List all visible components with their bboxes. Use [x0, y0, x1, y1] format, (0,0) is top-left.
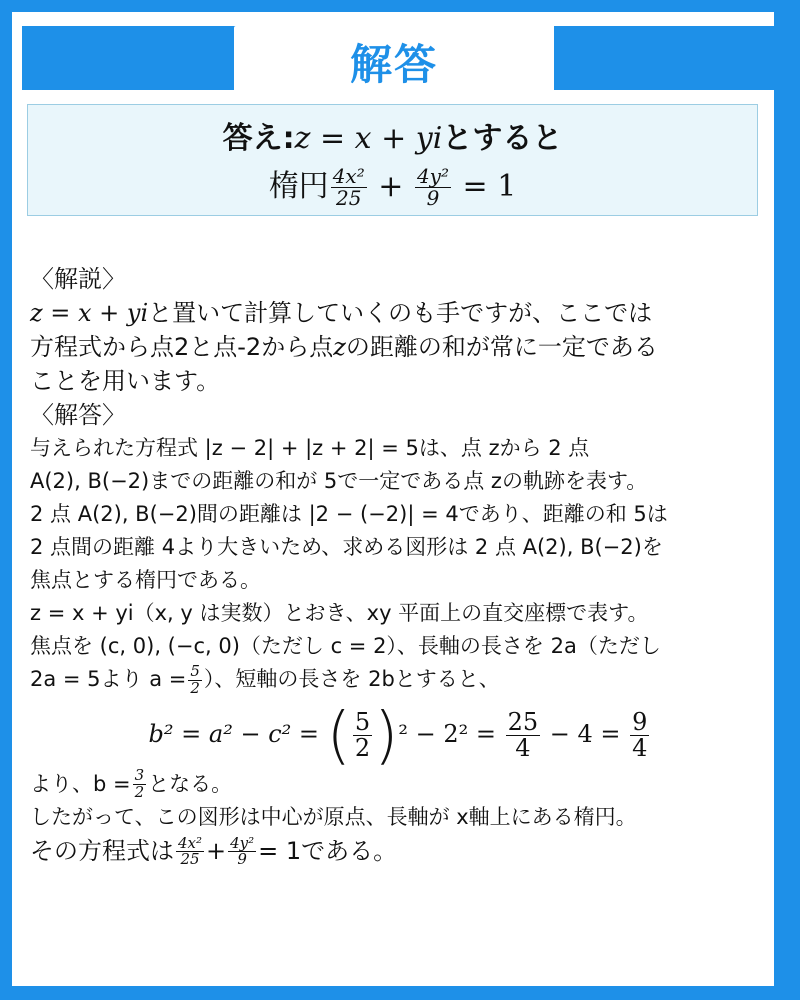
solution-line-1: 与えられた方程式 |z − 2| + |z + 2| = 5は、点 zから 2 点	[30, 436, 590, 460]
equation-middle: ² − 2² =	[398, 720, 496, 749]
answer-equation: z = x + yi	[294, 121, 443, 156]
right-paren: )	[374, 698, 399, 772]
fraction-numerator: 4x²	[178, 833, 203, 852]
fraction-denominator: 4	[632, 734, 648, 763]
explanation-body	[30, 262, 770, 868]
solution-heading: 〈解答〉	[30, 401, 126, 429]
fraction-denominator: 2	[134, 783, 145, 802]
text-span: 2a = 5より a =	[30, 667, 187, 691]
solution-line-7: 焦点を (c, 0), (−c, 0)（ただし c = 2）、長軸の長さを 2a（ただし	[30, 634, 661, 658]
fraction-denominator: 2	[354, 734, 371, 763]
answer-suffix: とすると	[442, 121, 563, 156]
text-span: となる。	[148, 771, 233, 796]
text-span: と置いて計算していくのも手ですが、ここでは	[148, 299, 653, 327]
inline-math: z	[333, 333, 346, 361]
fraction-9-4	[630, 710, 649, 761]
answer-fraction-2	[415, 166, 451, 209]
answer-label: 答え:	[222, 121, 295, 156]
fraction-numerator: 3	[134, 766, 145, 785]
answer-fraction-1	[331, 166, 367, 209]
solution-line-3: 2 点 A(2), B(−2)間の距離は |2 − (−2)| = 4であり、距離の和 5は	[30, 502, 668, 526]
explanation-line-3: ことを用います。	[30, 367, 221, 395]
explanation-line-1	[30, 296, 770, 330]
plus-sign: +	[206, 836, 227, 865]
solution-line-4: 2 点間の距離 4より大きいため、求める図形は 2 点 A(2), B(−2)を	[30, 535, 663, 559]
left-paren: (	[326, 698, 351, 772]
fraction-numerator: 25	[507, 708, 539, 737]
solution-final	[30, 834, 770, 868]
text-span: 方程式から点2と点-2から点	[30, 333, 334, 361]
fraction-numerator: 5	[190, 661, 200, 680]
final-fraction-2	[228, 833, 256, 869]
text-span: = 1である。	[258, 836, 398, 865]
fraction-three-halves	[133, 768, 147, 801]
text-span: の距離の和が常に一定である	[345, 333, 658, 361]
fraction-numerator: 4y²	[416, 164, 449, 188]
plus-sign: +	[378, 169, 404, 204]
fraction-numerator: 4y²	[230, 833, 255, 852]
page-frame	[12, 12, 774, 986]
fraction-numerator: 4x²	[332, 164, 365, 188]
solution-line-8	[30, 663, 770, 696]
fraction-denominator: 25	[335, 186, 362, 210]
answer-line-2	[28, 161, 757, 209]
equation-middle-2: − 4 =	[549, 720, 621, 749]
text-span: ）、短軸の長さを 2bとすると、	[203, 667, 500, 691]
solution-conclusion: したがって、この図形は中心が原点、長軸が x軸上にある楕円。	[30, 804, 637, 829]
solution-line-5: 焦点とする楕円である。	[30, 568, 261, 592]
inline-math: z = x + yi	[30, 299, 149, 327]
answer-prefix: 楕円	[268, 169, 329, 204]
display-equation	[30, 698, 770, 772]
title-bar	[12, 26, 774, 90]
fraction-five-halves	[188, 661, 202, 697]
answer-line-1	[28, 113, 757, 157]
solution-line-6: z = x + yi（x, y は実数）とおき、xy 平面上の直交座標で表す。	[30, 601, 649, 625]
solution-line-b	[30, 768, 770, 801]
fraction-numerator: 9	[632, 708, 648, 737]
equals-one: = 1	[462, 169, 517, 204]
explanation-heading: 〈解説〉	[30, 265, 126, 293]
fraction-denominator: 25	[180, 850, 200, 869]
text-span: より、b =	[30, 771, 131, 796]
fraction-five-halves-display	[353, 710, 372, 761]
text-span: その方程式は	[30, 836, 174, 865]
fraction-denominator: 2	[190, 678, 200, 697]
explanation-line-2	[30, 330, 770, 364]
final-fraction-1	[176, 833, 204, 869]
answer-box	[27, 104, 758, 216]
solution-line-2: A(2), B(−2)までの距離の和が 5で一定である点 zの軌跡を表す。	[30, 469, 648, 493]
fraction-denominator: 9	[426, 186, 440, 210]
equation-left: b² = a² − c² =	[148, 720, 319, 749]
fraction-25-4	[506, 710, 541, 761]
fraction-denominator: 9	[237, 850, 247, 869]
page-title: 解答	[349, 40, 438, 89]
fraction-numerator: 5	[354, 708, 371, 737]
fraction-denominator: 4	[515, 734, 531, 763]
